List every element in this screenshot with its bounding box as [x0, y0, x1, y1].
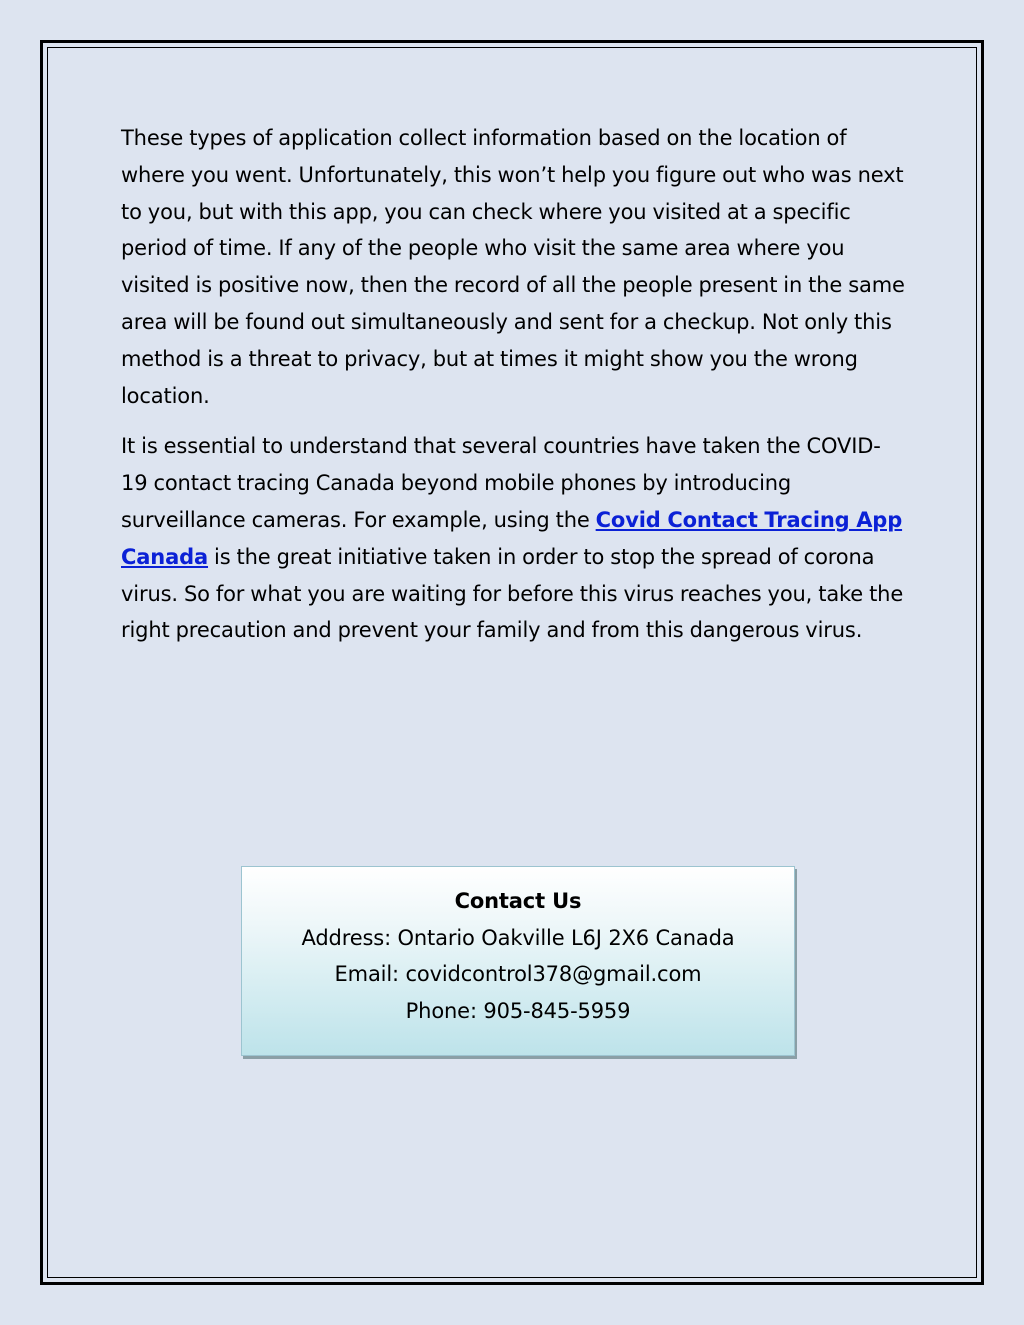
text-line: area will be found out simultaneously and sent for a checkup. Not only this — [121, 309, 892, 334]
paragraph-location-apps — [121, 120, 911, 414]
contact-email: Email: covidcontrol378@gmail.com — [334, 962, 702, 986]
paragraph-contact-tracing — [121, 428, 911, 649]
text-line: location. — [121, 383, 210, 408]
text-line: These types of application collect information based on the location of — [121, 126, 847, 150]
text-line: to you, but with this app, you can check where you visited at a specific — [121, 199, 851, 224]
text-line: method is a threat to privacy, but at times it might show you the wrong — [121, 346, 858, 371]
contact-phone: Phone: 905-845-5959 — [405, 998, 631, 1023]
text-line: It is essential to understand that several countries have taken the COVID- — [121, 434, 881, 459]
text-line: period of time. If any of the people who visit the same area where you — [121, 236, 845, 261]
text-line: where you went. Unfortunately, this won’t help you figure out who was next — [121, 162, 904, 187]
text-line — [121, 502, 911, 539]
covid-app-link[interactable]: Covid Contact Tracing App — [595, 507, 903, 532]
text-segment: surveillance cameras. For example, using the — [121, 507, 596, 532]
text-line: virus. So for what you are waiting for before this virus reaches you, take the — [121, 581, 904, 606]
covid-app-link-continued[interactable]: Canada — [121, 544, 209, 569]
text-segment: is the great initiative taken in order to stop the spread of corona — [208, 544, 875, 569]
text-line — [121, 539, 911, 576]
document-body — [121, 120, 911, 663]
text-line: right precaution and prevent your family and from this dangerous virus. — [121, 618, 863, 643]
contact-title: Contact Us — [454, 889, 582, 913]
text-line: 19 contact tracing Canada beyond mobile phones by introducing — [121, 471, 792, 496]
contact-address: Address: Ontario Oakville L6J 2X6 Canada — [301, 925, 735, 950]
contact-box — [241, 866, 795, 1056]
text-line: visited is positive now, then the record of all the people present in the same — [121, 273, 905, 298]
